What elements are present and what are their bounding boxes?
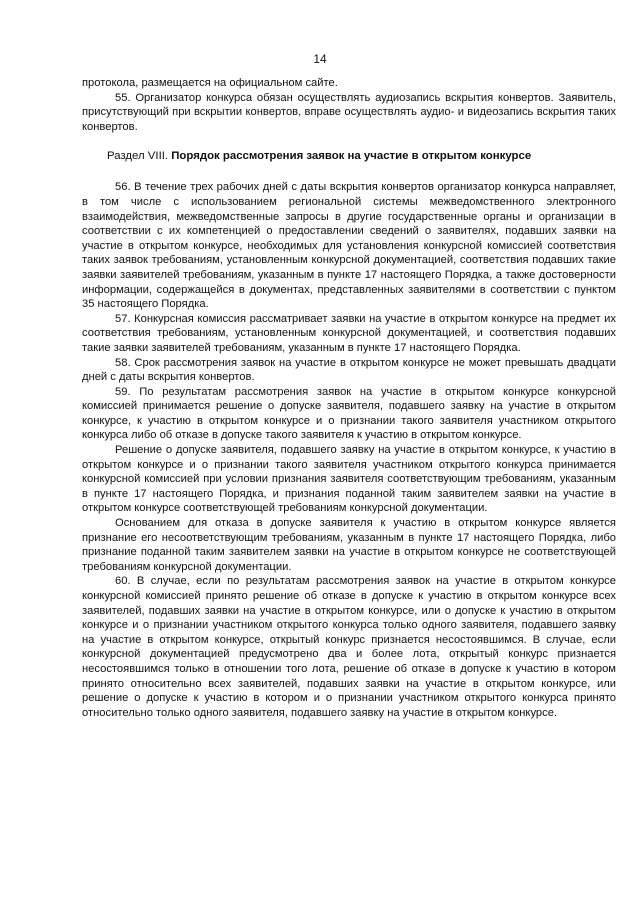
section-title: Порядок рассмотрения заявок на участие в открытом конкурсе	[171, 150, 532, 163]
section-heading	[82, 149, 616, 163]
paragraph-60: 60. В случае, если по результатам рассмотрения заявок на участие в открытом конкурсе конкурсной комиссией принято решение об отказе в допуске к участию в открытом конкурсе всех заявителей, подавших заявки на участие в открытом конкурсе, или о допуске к участию в открытом конкурсе и о признании участником открытого конкурса только одного заявителя, подавшего заявку на участие в открытом конкурсе, открытый конкурс признается несостоявшимся. В случае, если конкурсной документацией предусмотрено два и более лота, открытый конкурс признается несостоявшимся только в отношении того лота, решение об отказе в допуске к участию в котором принято относительно всех заявителей, подавших заявки на участие в открытом конкурсе, или решение о допуске к участию в котором и о признании участником открытого конкурса принято относительно только одного заявителя, подавшего заявку на участие в открытом конкурсе.	[82, 575, 616, 719]
document-body	[82, 76, 616, 720]
paragraph-59-refusal: Основанием для отказа в допуске заявителя к участию в открытом конкурсе является признание его несоответствующим требованиям, указанным в пункте 17 настоящего Порядка, либо признание поданной таким заявителем заявки на участие в открытом конкурсе не соответствующей требованиям конкурсной документации.	[82, 517, 616, 573]
page-number: 14	[313, 52, 327, 66]
paragraph-56: 56. В течение трех рабочих дней с даты вскрытия конвертов организатор конкурса направляет, в том числе с использованием региональной системы межведомственного электронного взаимодействия, межведомственные запросы в другие государственные органы и организации в соответствии с их компетенцией о предоставлении сведений о заявителях, подавших заявки на участие в открытом конкурсе, необходимых для установления конкурсной комиссией соответствия таких заявок требованиям, установленным конкурсной документацией, соответствия подавших такие заявки заявителей требованиям, указанным в пункте 17 настоящего Порядка, а также достоверности информации, содержащейся в документах, представленных заявителями в соответствии с пунктом 35 настоящего Порядка.	[82, 181, 616, 311]
paragraph-57: 57. Конкурсная комиссия рассматривает заявки на участие в открытом конкурсе на предмет их соответствия требованиям, установленным конкурсной документацией, и соответствия подавших такие заявки заявителей требованиям, указанным в пункте 17 настоящего Порядка.	[82, 312, 616, 354]
paragraph-59-decision: Решение о допуске заявителя, подавшего заявку на участие в открытом конкурсе, к участию в открытом конкурсе и о признании такого заявителя участником открытого конкурса принимается конкурсной комиссией при условии признания заявителя соответствующим требованиям, указанным в пункте 17 настоящего Порядка, и признания поданной таким заявителем заявки на участие в открытом конкурсе соответствующей требованиям конкурсной документации.	[82, 444, 616, 515]
paragraph-55: 55. Организатор конкурса обязан осуществлять аудиозапись вскрытия конвертов. Заявитель, присутствующий при вскрытии конвертов, вправе осуществлять аудио- и видеозапись вскрытия таких конвертов.	[82, 91, 616, 133]
section-prefix: Раздел VIII.	[107, 150, 169, 163]
paragraph-continuation: протокола, размещается на официальном сайте.	[82, 77, 338, 89]
paragraph-59: 59. По результатам рассмотрения заявок на участие в открытом конкурсе конкурсной комиссией принимается решение о допуске заявителя, подавшего заявку на участие в открытом конкурсе, к участию в открытом конкурсе и о признании такого заявителя участником открытого конкурса либо об отказе в допуске такого заявителя к участию в открытом конкурсе.	[82, 385, 616, 442]
paragraph-58: 58. Срок рассмотрения заявок на участие в открытом конкурсе не может превышать двадцати дней с даты вскрытия конвертов.	[82, 356, 616, 384]
